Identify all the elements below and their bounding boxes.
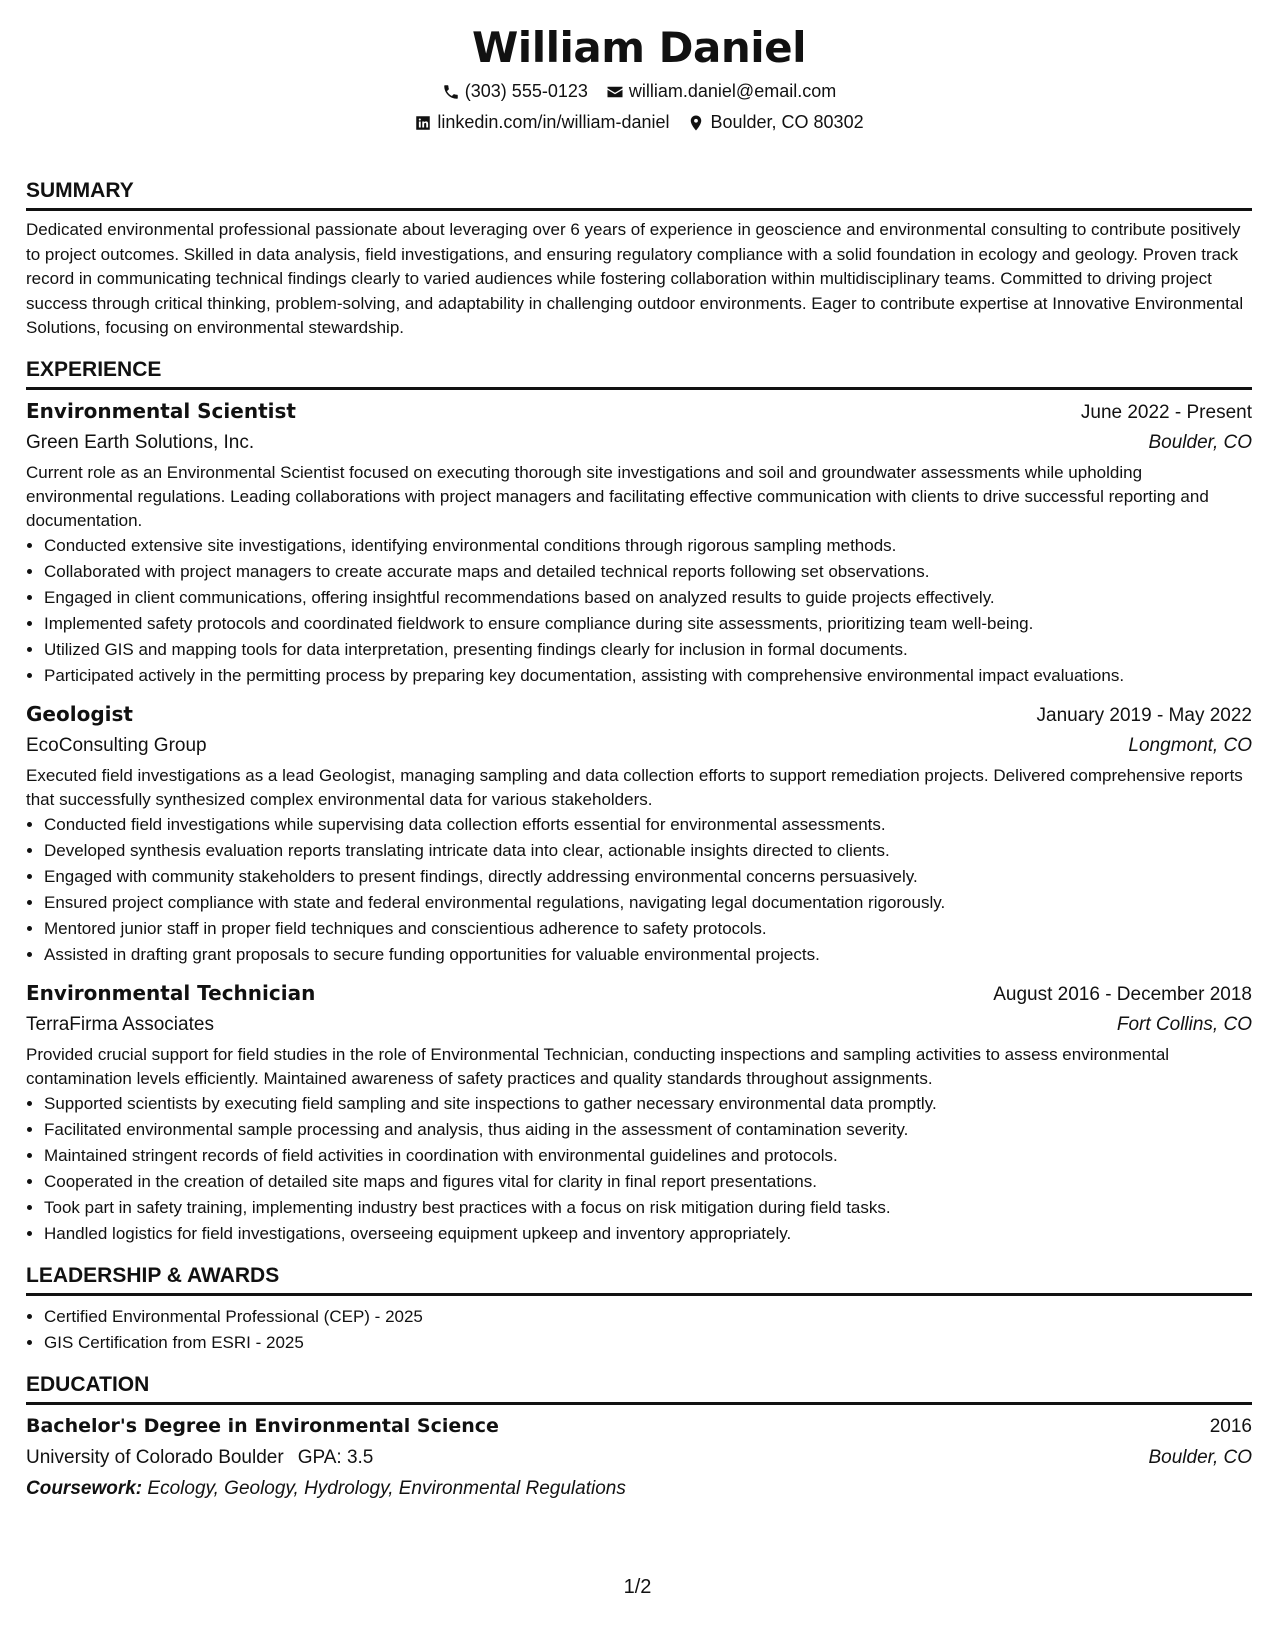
location-text: Boulder, CO 80302 [710, 112, 864, 132]
phone-contact [442, 76, 588, 107]
school-name: University of Colorado Boulder [26, 1446, 284, 1468]
job-header [26, 978, 1252, 1009]
bullet-item: • Utilized GIS and mapping tools for data interpretation, presenting findings clearly for inclusion in formal documents. [44, 637, 1252, 663]
page-number: 1/2 [623, 1576, 652, 1598]
job-bullets [26, 1091, 1252, 1247]
gpa: GPA: 3.5 [297, 1446, 374, 1468]
job-title: Environmental Technician [26, 980, 316, 1005]
school-location: Boulder, CO [1148, 1446, 1252, 1468]
contact-row-2 [26, 107, 1252, 138]
leadership-heading: LEADERSHIP & AWARDS [26, 1261, 1252, 1296]
experience-heading: EXPERIENCE [26, 355, 1252, 390]
bullet-item: • Engaged with community stakeholders to present findings, directly addressing environmental concerns persuasively. [44, 864, 1252, 890]
job-title: Geologist [26, 701, 133, 726]
job-location: Longmont, CO [1128, 734, 1252, 756]
job-location: Fort Collins, CO [1116, 1013, 1252, 1035]
bullet-item: • Maintained stringent records of field activities in coordination with environmental guidelines and protocols. [44, 1143, 1252, 1169]
contact-row-1 [26, 76, 1252, 107]
job-title: Environmental Scientist [26, 398, 296, 423]
job-description: Current role as an Environmental Scientist focused on executing thorough site investigations and soil and groundwater assessments while upholding environmental regulations. Leading collaborations with project managers and facilitating effective communication with clients to drive successful reporting and documentation. [26, 462, 1209, 530]
bullet-item: • Participated actively in the permitting process by preparing key documentation, assisting with comprehensive environmental impact evaluations. [44, 663, 1252, 689]
bullet-item: • Supported scientists by executing field sampling and site inspections to gather necessary environmental data promptly. [44, 1091, 1252, 1117]
job-dates: August 2016 - December 2018 [993, 983, 1252, 1005]
job-entry [26, 699, 1252, 968]
education-header [26, 1411, 1252, 1442]
linkedin-contact[interactable] [414, 107, 669, 138]
bullet-item: • Took part in safety training, implementing industry best practices with a focus on risk mitigation during field tasks. [44, 1195, 1252, 1221]
job-entry [26, 396, 1252, 689]
job-description: Provided crucial support for field studies in the role of Environmental Technician, conducting inspections and sampling activities to assess environmental contamination levels efficiently. Maintained awareness of safety practices and quality standards throughout assignments. [26, 1044, 1170, 1088]
bullet-item: • Facilitated environmental sample processing and analysis, thus aiding in the assessment of contamination severity. [44, 1117, 1252, 1143]
award-item: • GIS Certification from ESRI - 2025 [44, 1330, 1252, 1356]
bullet-item: • Handled logistics for field investigations, overseeing equipment upkeep and inventory appropriately. [44, 1221, 1252, 1247]
bullet-item: • Cooperated in the creation of detailed site maps and figures vital for clarity in final report presentations. [44, 1169, 1252, 1195]
bullet-item: • Engaged in client communications, offering insightful recommendations based on analyzed results to guide projects effectively. [44, 585, 1252, 611]
email-text[interactable]: william.daniel@email.com [628, 81, 837, 101]
bullet-item: • Developed synthesis evaluation reports translating intricate data into clear, actionable insights directed to clients. [44, 838, 1252, 864]
job-bullets [26, 812, 1252, 968]
bullet-item: • Assisted in drafting grant proposals to secure funding opportunities for valuable environmental projects. [44, 942, 1252, 968]
bullet-item: • Conducted field investigations while supervising data collection efforts essential for environmental assessments. [44, 812, 1252, 838]
summary-heading: SUMMARY [26, 176, 1252, 211]
job-location: Boulder, CO [1148, 431, 1252, 453]
coursework-list: Ecology, Geology, Hydrology, Environmental Regulations [147, 1477, 626, 1499]
job-description: Executed field investigations as a lead Geologist, managing sampling and data collection efforts to support remediation projects. Delivered comprehensive reports that successfully synthesized complex environmental data for various stakeholders. [26, 765, 1243, 809]
job-header [26, 396, 1252, 427]
bullet-item: • Conducted extensive site investigations, identifying environmental conditions through rigorous sampling methods. [44, 533, 1252, 559]
degree-title: Bachelor's Degree in Environmental Science [26, 1414, 499, 1437]
phone-text: (303) 555-0123 [464, 81, 588, 101]
job-entry [26, 978, 1252, 1247]
resume-page [26, 0, 1252, 1504]
bullet-item: • Ensured project compliance with state and federal environmental regulations, navigating legal documentation rigorously. [44, 890, 1252, 916]
job-dates: June 2022 - Present [1080, 401, 1252, 423]
job-subheader [26, 427, 1252, 458]
candidate-name: William Daniel [471, 23, 807, 72]
job-header [26, 699, 1252, 730]
job-subheader [26, 730, 1252, 761]
award-item: • Certified Environmental Professional (CEP) - 2025 [44, 1304, 1252, 1330]
education-subheader [26, 1442, 1252, 1473]
summary-text: Dedicated environmental professional passionate about leveraging over 6 years of experience in geoscience and environmental consulting to contribute positively to project outcomes. Skilled in data analysis, field investigations, and ensuring regulatory compliance with a solid foundation in ecology and geology. Proven track record in communicating technical findings clearly to varied audiences while fostering collaboration within multidisciplinary teams. Committed to driving project success through critical thinking, problem-solving, and adaptability in challenging outdoor environments. Eager to contribute expertise at Innovative Environmental Solutions, focusing on environmental stewardship. [26, 220, 1244, 337]
linkedin-icon [414, 114, 432, 132]
school-info [26, 1442, 373, 1473]
coursework-label: Coursework: [26, 1477, 143, 1499]
job-subheader [26, 1009, 1252, 1040]
graduation-year: 2016 [1209, 1415, 1252, 1437]
bullet-item: • Implemented safety protocols and coordinated fieldwork to ensure compliance during site assessments, prioritizing team well-being. [44, 611, 1252, 637]
job-dates: January 2019 - May 2022 [1036, 704, 1252, 726]
bullet-item: • Collaborated with project managers to create accurate maps and detailed technical reports following set observations. [44, 559, 1252, 585]
linkedin-text[interactable]: linkedin.com/in/william-daniel [437, 112, 670, 132]
job-company: TerraFirma Associates [26, 1013, 214, 1035]
coursework-line [26, 1473, 1252, 1504]
education-entry [26, 1411, 1252, 1504]
awards-list [26, 1304, 1252, 1356]
education-heading: EDUCATION [26, 1370, 1252, 1405]
bullet-item: • Mentored junior staff in proper field techniques and conscientious adherence to safety protocols. [44, 916, 1252, 942]
job-company: EcoConsulting Group [26, 734, 207, 756]
job-bullets [26, 533, 1252, 689]
envelope-icon [606, 83, 624, 101]
phone-icon [442, 83, 460, 101]
email-contact[interactable] [606, 76, 836, 107]
location-contact [687, 107, 863, 138]
map-pin-icon [687, 114, 705, 132]
job-company: Green Earth Solutions, Inc. [26, 431, 255, 453]
